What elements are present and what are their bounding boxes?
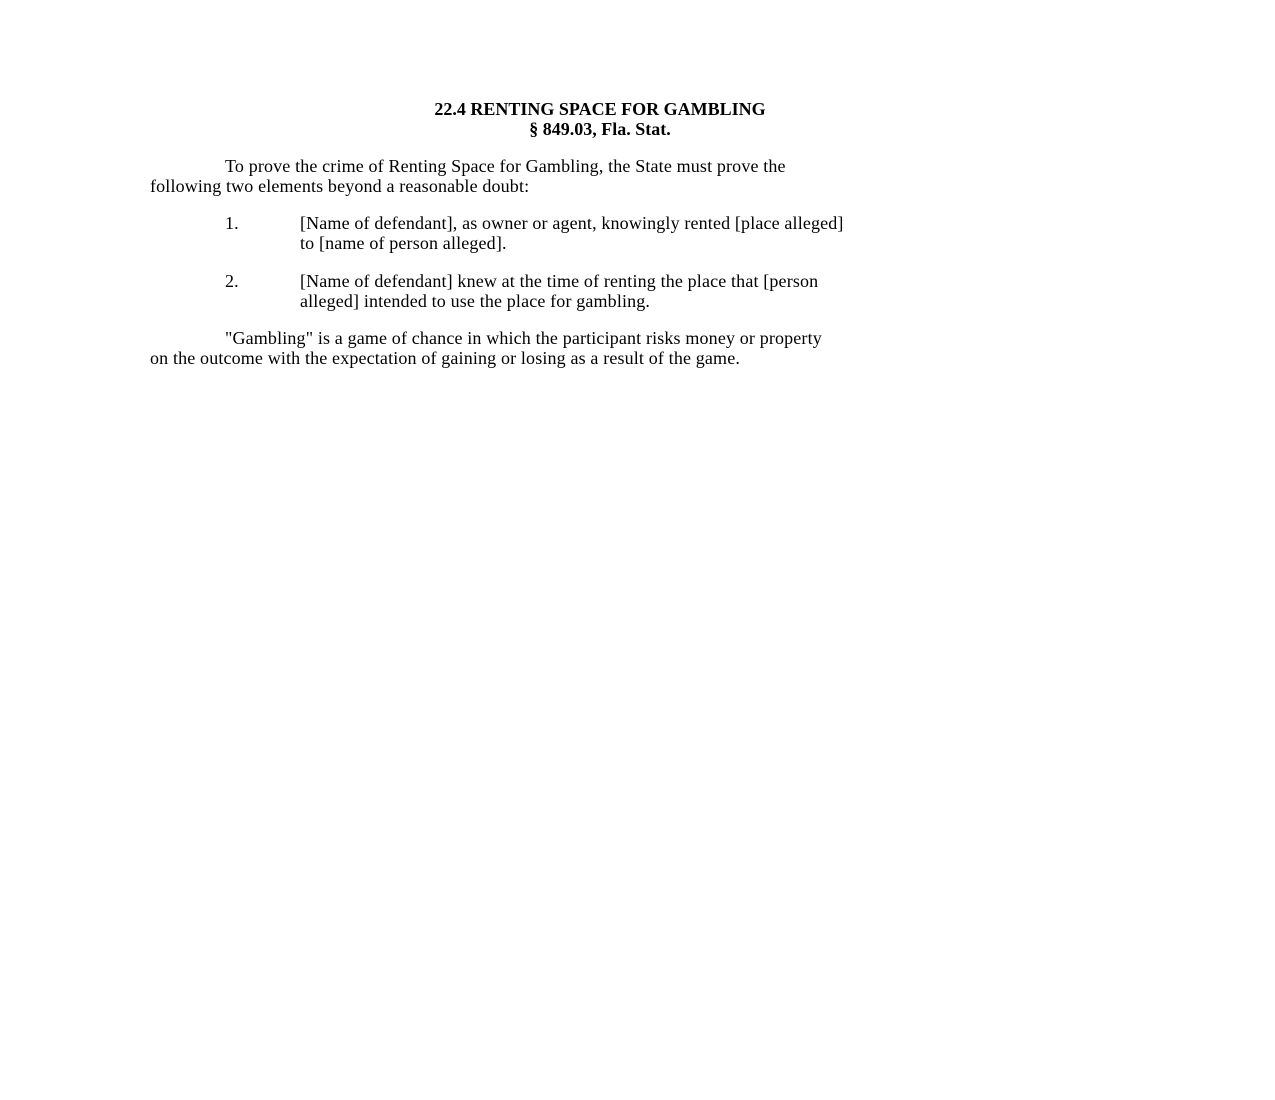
element-text	[300, 214, 1055, 253]
element-number: 2.	[225, 271, 239, 291]
element-line-2: to [name of person alleged].	[300, 232, 507, 253]
document-title: 22.4 RENTING SPACE FOR GAMBLING	[434, 99, 766, 119]
definition-line-1: "Gambling" is a game of chance in which the participant risks money or property	[225, 328, 822, 348]
element-number: 1.	[225, 213, 239, 233]
definition-paragraph	[150, 329, 1050, 368]
element-line-1: [Name of defendant] knew at the time of renting the place that [person	[300, 271, 819, 291]
element-line-1: [Name of defendant], as owner or agent, knowingly rented [place alleged]	[300, 213, 844, 233]
intro-line-2: following two elements beyond a reasonable doubt:	[150, 175, 530, 196]
statute-citation: § 849.03, Fla. Stat.	[529, 119, 671, 139]
heading-block	[150, 99, 1050, 139]
intro-paragraph	[150, 157, 1050, 196]
element-line-2: alleged] intended to use the place for gambling.	[300, 290, 651, 311]
intro-line-1: To prove the crime of Renting Space for Gambling, the State must prove the	[225, 156, 786, 176]
element-text	[300, 272, 1055, 311]
definition-line-2: on the outcome with the expectation of gaining or losing as a result of the game.	[150, 347, 740, 368]
